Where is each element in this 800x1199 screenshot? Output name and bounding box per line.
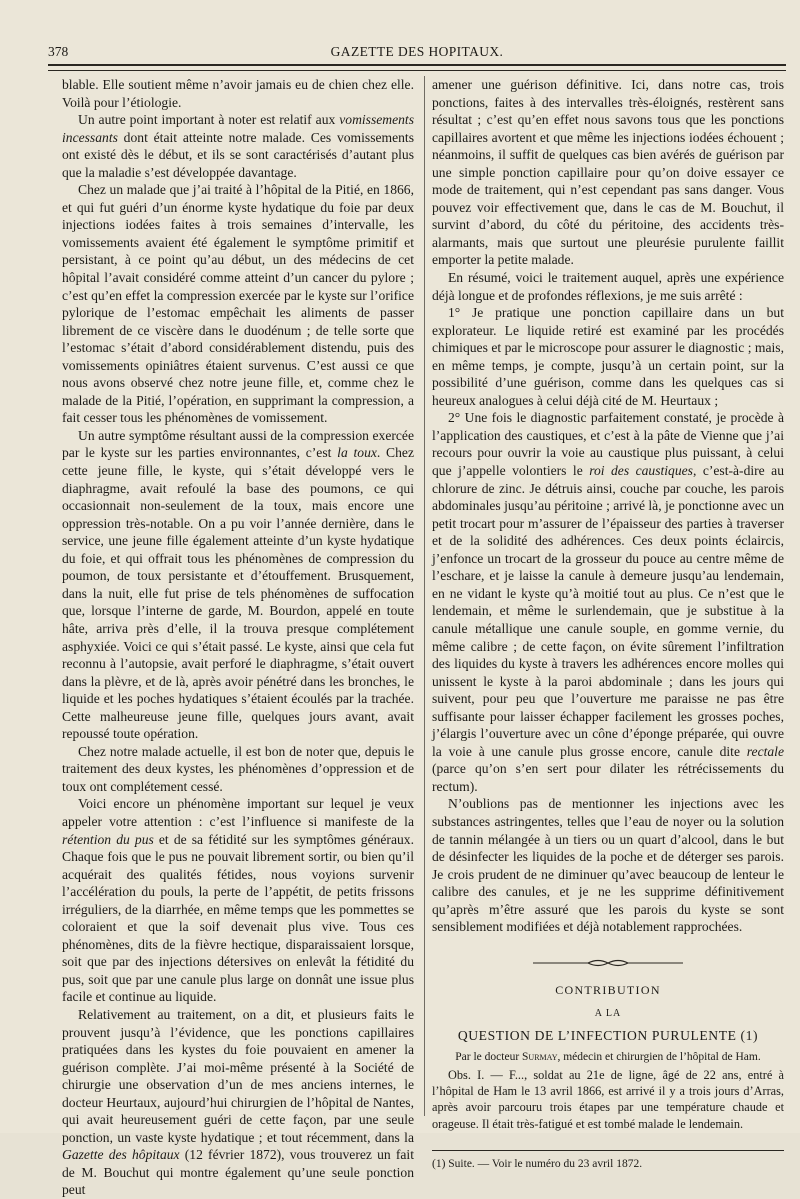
section-title: CONTRIBUTION — [555, 982, 661, 997]
section-ornament — [533, 958, 683, 968]
header-rule-thin — [48, 70, 786, 71]
paragraph: Un autre symptôme résultant aussi de la compression exercée par le kyste sur les parties environnantes, c’est la toux. Chez cette jeune fille, le kyste, qui s’était développé vers le diaphragme, avait refoulé la base des poumons, ce qui occasionnait non-seulement de la toux, mais encore une oppression très-notable. On a pu voir l’année dernière, dans le service, une jeune fille également atteinte d’un kyste hydatique du foie, et qui offrait tous les phénomènes de compression du poumon, de toux persistante et d’étouffement. Brusquement, dans la nuit, elle fut prise de tels phénomènes de suffocation que, lorsque l’interne de garde, M. Bourdon, appelé en toute hâte, arriva près d’elle, il la trouva presque complétement asphyxiée. Voici ce qui s’était passé. Le kyste, ainsi que cela fut reconnu à l’autopsie, avait perforé le diaphragme, s’était ouvert dans la plèvre, et de là, après avoir pénétré dans les bronches, le liquide et les poches hydatiques s’étaient écoulés par la trachée. Cette malheureuse jeune fille, quelques jours avant, avait repoussé toute opération. — [62, 427, 414, 742]
left-column — [62, 76, 414, 1199]
observation-paragraph: Obs. I. — F..., soldat au 21e de ligne, âgé de 22 ans, entré à l’hôpital de Ham le 13 avril 1866, est arrivé il y a trois jours d’Arras, après avoir parcouru trois étapes par une température chaude et orageuse. Il était très-fatigué et est tombé malade le lendemain. — [432, 1067, 784, 1131]
footnote: (1) Suite. — Voir le numéro du 23 avril 1872. — [432, 1157, 643, 1170]
paragraph: Voici encore un phénomène important sur lequel je veux appeler votre attention : c’est l’influence si manifeste de la rétention du pus et de sa fétidité sur les symptômes généraux. Chaque fois que le pus ne pouvait librement sortir, ou bien qu’il acquérait des qualités fétides, nous voyions survenir l’accélération du pouls, la perte de l’appétit, de petits frissons irréguliers, de la diarrhée, en même temps que les pommettes se coloraient et que la soif devenait plus vive. Tous ces phénomènes, dits de la fièvre hectique, disparaissaient lorsque, soit que par des injections détersives on enlevât la fétidité du pus, soit que par une canule plus large on donnât une issue plus facile et continue au liquide. — [62, 796, 414, 1005]
article-title: QUESTION DE L’INFECTION PURULENTE (1) — [457, 1027, 759, 1043]
page-number: 378 — [48, 44, 69, 59]
byline: Par le docteur Surmay, médecin et chirurgien de l’hôpital de Ham. — [455, 1051, 761, 1064]
right-column — [432, 76, 784, 1172]
column-separator — [424, 76, 425, 1116]
header-rule-thick — [48, 64, 786, 66]
footnote-rule — [432, 1150, 784, 1151]
paragraph: Chez notre malade actuelle, il est bon de noter que, depuis le traitement des deux kystes, les phénomènes d’oppression et de toux ont complétement cessé. — [62, 743, 414, 794]
paragraph: Relativement au traitement, on a dit, et plusieurs faits le prouvent jusqu’à l’évidence, que les ponctions capillaires pratiquées dans les kystes du foie pouvaient en amener la guérison complète. J’ai moi-même présenté à la Société de chirurgie une observation d’un de mes anciens internes, le docteur Heurtaux, aujourd’hui chirurgien de l’hôpital de Nantes, qui avait heureusement guéri de cette façon, par une seule ponction, un vaste kyste hydatique ; et tout récemment, dans la Gazette des hôpitaux (12 février 1872), vous trouverez un fait de M. Bouchut qui montre également qu’une seule ponction peut — [62, 1006, 414, 1198]
journal-title: GAZETTE DES HOPITAUX. — [330, 44, 504, 59]
paragraph: blable. Elle soutient même n’avoir jamais eu de chien chez elle. Voilà pour l’étiologie. — [62, 77, 414, 110]
section-subtitle: A LA — [594, 1008, 622, 1020]
paragraph: En résumé, voici le traitement auquel, après une expérience déjà longue et de profondes réflexions, je me suis arrêté : — [432, 270, 784, 303]
paragraph: N’oublions pas de mentionner les injections avec les substances astringentes, telles que l’eau de noyer ou la solution de tannin mélangée à un tiers ou un quart d’alcool, dans le but de désinfecter les liquides de la poche et de déterger ses parois. Je crois prudent de ne diminuer qu’avec beaucoup de lenteur le calibre des canules, et je ne les supprime définitivement qu’après m’être assuré que les parois du kyste se sont sensiblement modifiées et déjà notablement rapprochées. — [432, 796, 784, 935]
paragraph: amener une guérison définitive. Ici, dans notre cas, trois ponctions, faites à des intervalles très-éloignés, restèrent sans résultat ; c’est qu’en effet nous savons tous que les ponctions capillaires avortent et que même les injections iodées échouent ; néanmoins, il suffit de quelques cas bien avérés de guérison par une simple ponction capillaire pour qu’on doive essayer ce mode de traitement, qui n’est cependant pas sans danger. Vous pouvez voir effectivement que, dans le cas de M. Bouchut, il survint d’abord, du côté du péritoine, des accidents très-alarmants, mais que surtout une pleurésie purulente faillit emporter la petite malade. — [432, 77, 784, 268]
paragraph: 2° Une fois le diagnostic parfaitement constaté, je procède à l’application des caustiques, et c’est à la pâte de Vienne que j’ai recours pour ouvrir la voie au caustique plus puissant, à celui que j’appelle volontiers le roi des caustiques, c’est-à-dire au chlorure de zinc. Je détruis ainsi, couche par couche, les parois abdominales jusqu’au péritoine ; arrivé là, je ponctionne avec un petit trocart pour m’assurer de l’épaisseur des parties à traverser et de la solidité des adhérences. Ces deux points éclaircis, j’enfonce un trocart de la grosseur du pouce au centre même de l’eschare, et je laisse la canule à demeure jusqu’au lendemain, en ne vidant le kyste qu’à moitié tout au plus. Ce n’est que le lendemain, et même le surlendemain, que je substitue à la canule métallique une canule souple, en gomme vernie, du même calibre ; de cette façon, on évite sûrement l’infiltration des liquides du kyste à travers les adhérences encore molles qui unissent le kyste à la paroi abdominale ; dans les jours qui suivent, pour peu que l’ouverture me paraisse ne pas être suffisante pour laisser échapper facilement les grosses poches, j’élargis l’ouverture avec un cône d’éponge préparée, qui ouvre la voie à une canule plus grosse encore, canule dite rectale (parce qu’on s’en sert pour dilater les rétrécissements du rectum). — [432, 410, 784, 794]
paragraph: Un autre point important à noter est relatif aux vomissements incessants dont était atteinte notre malade. Ces vomissements ont existé dès le début, et ils se sont caractérisés d’autant plus que la maladie s’est développée davantage. — [62, 112, 414, 180]
paragraph: Chez un malade que j’ai traité à l’hôpital de la Pitié, en 1866, et qui fut guéri d’un énorme kyste hydatique du foie par deux injections iodées faites à trois semaines d’intervalle, les vomissements avaient été également le symptôme primitif et persistant, à ce point qu’au début, un des médecins de cet hôpital l’avait considéré comme atteint d’un cancer du pylore ; c’est qu’en effet la compression exercée par le kyste sur l’orifice pylorique de l’estomac empêchait les aliments de passer librement de ce viscère dans le duodénum ; de telle sorte que l’estomac s’était d’abord considérablement distendu, puis des vomissements opiniâtres étaient survenus. C’est aussi ce que nous avons observé chez notre jeune fille, et, comme chez le malade de la Pitié, l’opération, en supprimant la compression, a fait cesser tous les phénomènes de vomissement. — [62, 182, 414, 426]
paragraph: 1° Je pratique une ponction capillaire dans un but explorateur. Le liquide retiré est examiné par les procédés chimiques et par le microscope pour assurer le diagnostic ; mais, en même temps, je compte, jusqu’à un certain point, sur la possibilité d’une guérison, comme dans les quelques cas si heureux analogues à celui déjà cité de M. Heurtaux ; — [432, 305, 784, 408]
